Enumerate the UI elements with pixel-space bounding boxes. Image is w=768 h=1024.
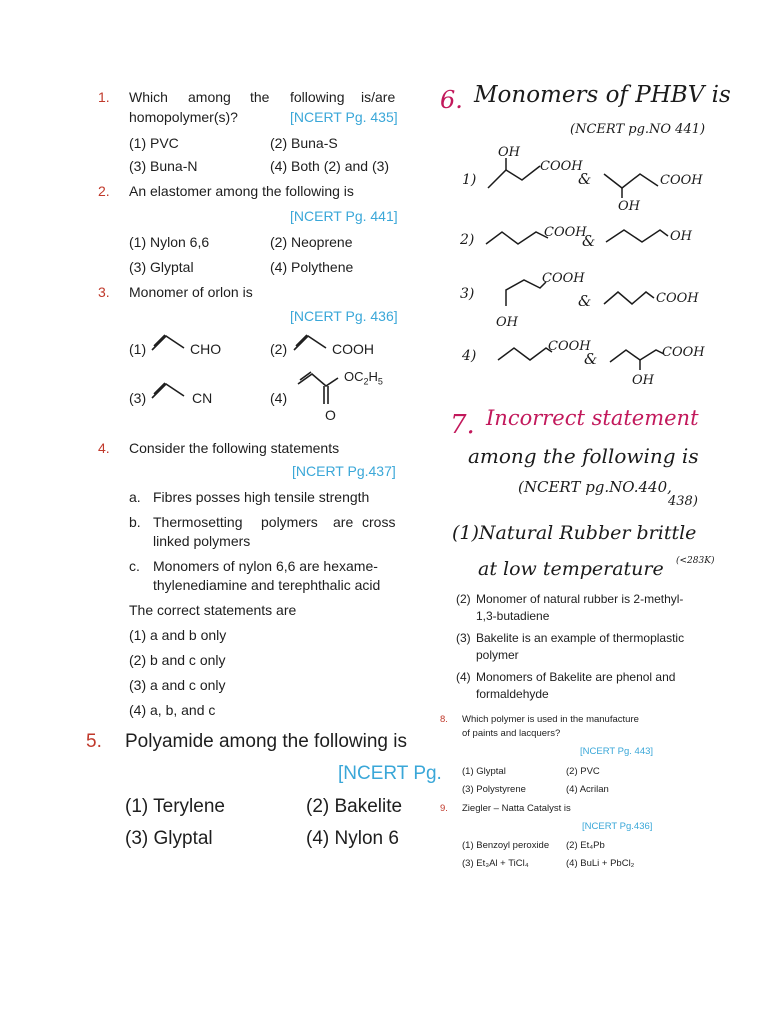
svg-text:COOH: COOH (656, 291, 699, 306)
option-2: (2) Et₄Pb (566, 840, 605, 851)
option-1-group: CHO (190, 341, 222, 357)
statement-b-label: b. (129, 514, 141, 530)
option-1: (1)Natural Rubber brittle (452, 522, 697, 544)
acrylate-structure (296, 368, 344, 406)
statement-b-word: cross (362, 514, 396, 530)
option-1: (1) Glyptal (462, 766, 506, 777)
svg-text:COOH: COOH (544, 225, 587, 240)
question-number: 9. (440, 803, 448, 814)
option-4: (4) Polythene (270, 259, 354, 275)
statement-b-cont: linked polymers (153, 533, 251, 549)
option-2: (2) Buna-S (270, 135, 338, 151)
option-1: (1) Terylene (125, 796, 225, 817)
question-title: Monomers of PHBV is (474, 82, 731, 108)
option-2-label: (2) (270, 341, 288, 357)
svg-text:OH: OH (618, 199, 640, 214)
statement-c-cont: thylenediamine and terephthalic acid (153, 577, 381, 593)
question-text-word: Which (129, 89, 168, 105)
option-1: (1) PVC (129, 135, 179, 151)
ncert-reference: (NCERT pg.NO 441) (570, 122, 706, 137)
ncert-reference: [NCERT Pg. 436] (290, 308, 398, 324)
svg-text:COOH: COOH (542, 271, 585, 286)
question-text: homopolymer(s)? (129, 109, 238, 125)
ncert-reference: [NCERT Pg.436] (582, 821, 653, 832)
option-4-group: $OC_2H_5$ (344, 369, 383, 387)
option-1-note: (<283K) (676, 556, 715, 566)
option-4: (4) Both (2) and (3) (270, 158, 390, 174)
option-4: (4) BuLi + PbCl₂ (566, 858, 635, 869)
question-text-word: is/are (361, 89, 396, 105)
question-text-word: following (290, 89, 345, 105)
ncert-reference-cont: 438) (668, 494, 698, 509)
option-2-label: (2) (456, 592, 471, 606)
vinyl-structure (150, 378, 190, 402)
question-text: Consider the following statements (129, 440, 340, 456)
and-sign: & (578, 170, 592, 188)
option-1: (1) Benzoyl peroxide (462, 840, 550, 851)
vinyl-structure (292, 330, 332, 354)
ncert-reference: [NCERT Pg. (338, 763, 442, 784)
option-3-cont: polymer (476, 648, 519, 662)
option-3-label: 3) (460, 286, 475, 302)
question-number: 7. (450, 410, 475, 440)
option-3: Bakelite is an example of thermoplastic (476, 631, 685, 645)
option-2: (2) b and c only (129, 652, 226, 668)
option-3-group: CN (192, 390, 213, 406)
ncert-reference: [NCERT Pg. 443] (580, 746, 654, 757)
option-2: Monomer of natural rubber is 2-methyl- (476, 592, 684, 606)
question-text-word: among (188, 89, 231, 105)
option-2: (2) Neoprene (270, 234, 353, 250)
option-3: (3) Glyptal (125, 828, 213, 849)
svg-text:COOH: COOH (540, 159, 583, 174)
question-title-cont: among the following is (468, 444, 699, 468)
statement-c-label: c. (129, 558, 140, 574)
question-text: Monomer of orlon is (129, 284, 253, 300)
option-3: (3) Polystyrene (462, 784, 526, 795)
option-4: Monomers of Bakelite are phenol and (476, 670, 676, 684)
question-text-cont: of paints and lacquers? (462, 728, 561, 739)
ncert-reference: [NCERT Pg.437] (292, 463, 396, 479)
question-number: 1. (98, 89, 110, 105)
and-sign: & (578, 292, 592, 310)
option-3-label: (3) (456, 631, 471, 645)
ncert-reference: [NCERT Pg. 435] (290, 109, 398, 125)
question-text: Ziegler – Natta Catalyst is (462, 803, 571, 814)
option-3: (3) Glyptal (129, 259, 194, 275)
alcohol-structure (602, 222, 698, 252)
acid-structure (600, 284, 700, 310)
and-sign: & (582, 232, 596, 250)
option-2-label: 2) (460, 232, 475, 248)
question-text: Which polymer is used in the manufacture (462, 714, 639, 725)
option-1: (1) a and b only (129, 627, 227, 643)
svg-text:OH: OH (670, 229, 692, 244)
statement-a: Fibres posses high tensile strength (153, 489, 370, 505)
vinyl-structure (150, 330, 190, 354)
option-4-label: (4) (456, 670, 471, 684)
question-text-word: the (250, 89, 270, 105)
option-4-cont: formaldehyde (476, 687, 549, 701)
option-3-label: (3) (129, 390, 147, 406)
statement-b-word: Thermosetting (153, 514, 243, 530)
option-4: (4) Acrilan (566, 784, 609, 795)
option-4-label: 4) (462, 348, 477, 364)
question-text: An elastomer among the following is (129, 183, 354, 199)
option-2-cont: 1,3-butadiene (476, 609, 550, 623)
ncert-reference: [NCERT Pg. 441] (290, 208, 398, 224)
question-number: 5. (86, 731, 102, 752)
question-number: 2. (98, 183, 110, 199)
statement-b-word: are (333, 514, 354, 530)
option-4: (4) a, b, and c (129, 702, 216, 718)
svg-text:COOH: COOH (548, 339, 591, 354)
statement-c: Monomers of nylon 6,6 are hexame- (153, 558, 378, 574)
question-number: 4. (98, 440, 110, 456)
svg-text:OH: OH (496, 315, 518, 330)
hydroxy-acid-structure (484, 145, 583, 194)
acid-structure (484, 222, 587, 252)
statement-a-label: a. (129, 489, 141, 505)
option-3: (3) Buna-N (129, 158, 198, 174)
acid-structure (494, 338, 591, 368)
statement-b-word: polymers (261, 514, 318, 530)
option-3: (3) Et₃Al + TiCl₄ (462, 858, 529, 869)
option-1-label: (1) (129, 341, 147, 357)
option-4: (4) Nylon 6 (306, 828, 399, 849)
option-1-label: 1) (462, 172, 477, 188)
option-3: (3) a and c only (129, 677, 226, 693)
svg-text:OH: OH (498, 145, 520, 160)
hydroxy-acid-structure (494, 266, 585, 330)
option-2: (2) Bakelite (306, 796, 403, 817)
svg-text:COOH: COOH (662, 345, 705, 360)
question-number: 6. (440, 86, 463, 114)
question-number: 8. (440, 714, 448, 725)
option-1: (1) Nylon 6,6 (129, 234, 210, 250)
question-title: Incorrect statement (486, 406, 699, 430)
hydroxy-acid-structure (600, 164, 703, 214)
question-prompt: The correct statements are (129, 602, 297, 618)
option-2-group: COOH (332, 341, 374, 357)
option-2: (2) PVC (566, 766, 600, 777)
carbonyl-oxygen: O (325, 407, 336, 423)
and-sign: & (584, 350, 598, 368)
svg-text:COOH: COOH (660, 173, 703, 188)
question-number: 3. (98, 284, 110, 300)
option-4-label: (4) (270, 390, 288, 406)
svg-text:OH: OH (632, 373, 654, 388)
hydroxy-acid-structure (606, 340, 705, 390)
ncert-reference: (NCERT pg.NO.440, (518, 478, 672, 496)
question-text: Polyamide among the following is (125, 731, 407, 752)
option-1-cont: at low temperature (478, 558, 664, 580)
